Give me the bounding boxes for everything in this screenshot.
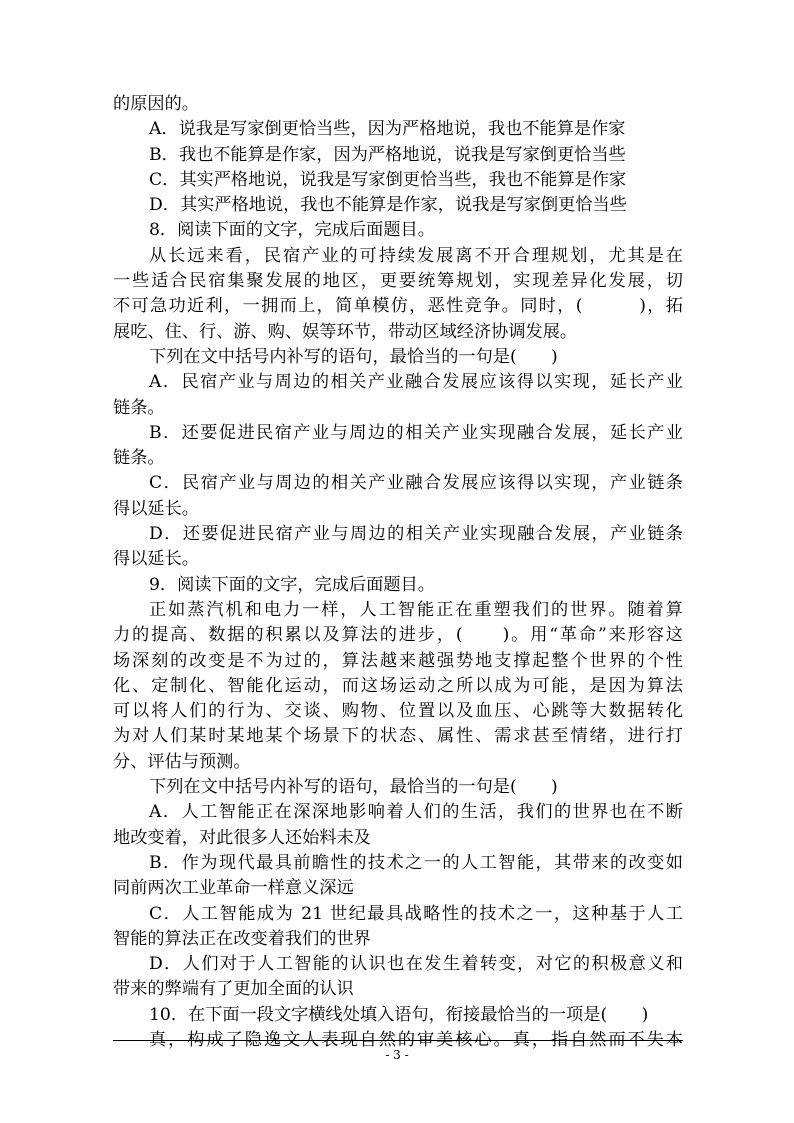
document-body [113,92,683,1053]
passage-line: 不可急功近利，一拥而上，简单模仿，恶性竞争。同时，( )，拓 [113,296,683,317]
passage-line: 一些适合民宿集聚发展的地区，更要统筹规划，实现差异化发展，切 [113,271,683,292]
passage-line: 化、定制化、智能化运动，而这场运动之所以成为可能，是因为算法 [113,675,683,696]
question-prompt: 下列在文中括号内补写的语句，最恰当的一句是( ) [149,346,558,367]
option-b-cont: 同前两次工业革命一样意义深远 [113,878,354,899]
question-prompt: 下列在文中括号内补写的语句，最恰当的一句是( ) [149,777,558,798]
option-c-cont: 智能的算法正在改变着我们的世界 [113,928,371,949]
option-c: C．人工智能成为 21 世纪最具战略性的技术之一，这种基于人工 [149,903,683,924]
passage-line: 从长远来看，民宿产业的可持续发展离不开合理规划，尤其是在 [149,245,683,266]
passage-line: 分、评估与预测。 [113,751,251,772]
passage-line: 展吃、住、行、游、购、娱等环节，带动区域经济协调发展。 [113,321,578,342]
question-10-heading: 10．在下面一段文字横线处填入语句，衔接最恰当的一项是( ) [149,1004,649,1025]
option-b: B．作为现代最具前瞻性的技术之一的人工智能，其带来的改变如 [149,852,683,873]
option-a: A．说我是写家倒更恰当些，因为严格地说，我也不能算是作家 [149,119,626,140]
option-c-cont: 得以延长。 [113,498,199,519]
option-c: C．其实严格地说，说我是写家倒更恰当些，我也不能算是作家 [149,169,627,190]
passage-line: 力的提高、数据的积累以及算法的进步，( )。用“革命”来形容这 [113,625,683,646]
option-c: C．民宿产业与周边的相关产业融合发展应该得以实现，产业链条 [149,473,683,494]
option-d: D．还要促进民宿产业与周边的相关产业实现融合发展，产业链条 [149,524,683,545]
option-d: D．其实严格地说，我也不能算是作家，说我是写家倒更恰当些 [149,195,627,216]
option-a: A．民宿产业与周边的相关产业融合发展应该得以实现，延长产业 [149,372,683,393]
question-8-heading: 8．阅读下面的文字，完成后面题目。 [149,220,435,241]
passage-line: 为对人们某时某地某个场景下的状态、属性、需求甚至情绪，进行打 [113,726,683,747]
option-a-cont: 链条。 [113,397,165,418]
option-b: B．还要促进民宿产业与周边的相关产业实现融合发展，延长产业 [149,422,683,443]
option-a-cont: 地改变着，对此很多人还始料未及 [113,827,371,848]
question-9-heading: 9．阅读下面的文字，完成后面题目。 [149,574,435,595]
option-b: B．我也不能算是作家，因为严格地说，说我是写家倒更恰当些 [149,144,626,165]
option-b-cont: 链条。 [113,448,165,469]
option-d-cont: 带来的弊端有了更加全面的认识 [113,979,354,1000]
footer-rule [113,1040,683,1041]
option-d-cont: 得以延长。 [113,549,199,570]
passage-line: 真，构成了隐逸文人表现自然的审美核心。真，指自然而不失本 [149,1029,683,1050]
option-a: A．人工智能正在深深地影响着人们的生活，我们的世界也在不断 [149,802,683,823]
passage-line: 可以将人们的行为、交谈、购物、位置以及血压、心跳等大数据转化 [113,701,683,722]
text-line: 的原因的。 [113,94,199,114]
passage-line: 场深刻的改变是不为过的，算法越来越强势地支撑起整个世界的个性 [113,650,683,671]
passage-line: 正如蒸汽机和电力一样，人工智能正在重塑我们的世界。随着算 [149,599,683,620]
page-number: - 3 - [385,1048,409,1062]
option-d: D．人们对于人工智能的认识也在发生着转变，对它的积极意义和 [149,954,683,975]
